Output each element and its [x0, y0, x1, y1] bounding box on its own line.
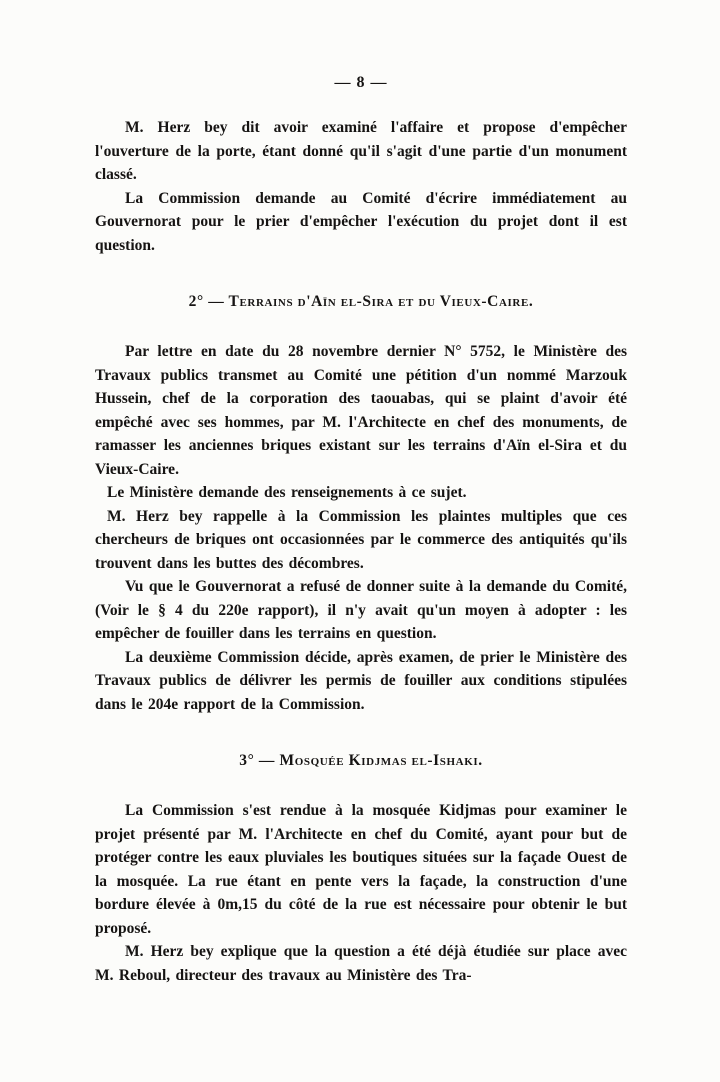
page-number: — 8 — [334, 74, 388, 91]
paragraph: Le Ministère demande des renseignements à ce sujet. [107, 484, 467, 501]
paragraph: Par lettre en date du 28 novembre dernier N° 5752, le Ministère des Travaux publics transmet au Comité une pétition d'un nommé Marzouk Hussein, chef de la corporation des taouabas, qui se plaint d'avoir été empêché avec ses hommes, par M. l'Architecte en chef des monuments, de ramasser les anciennes briques existant sur les terrains d'Aïn el-Sira et du Vieux-Caire. [95, 343, 627, 478]
paragraph: M. Herz bey explique que la question a été déjà étudiée sur place avec M. Reboul, directeur des travaux au Ministère des Tra- [95, 943, 627, 984]
paragraph: Vu que le Gouvernorat a refusé de donner suite à la demande du Comité, (Voir le § 4 du 220e rapport), il n'y avait qu'un moyen à adopter : les empêcher de fouiller dans les terrains en question. [95, 578, 627, 642]
section-heading-mosquee-kidjmas: 3° — Mosquée Kidjmas el-Ishaki. [239, 752, 483, 769]
paragraph: La Commission s'est rendue à la mosquée Kidjmas pour examiner le projet présenté par M. l'Architecte en chef du Comité, ayant pour but de protéger contre les eaux pluviales les boutiques situées sur la façade Ouest de la mosquée. La rue étant en pente vers la façade, la construction d'une bordure élevée à 0m,15 du côté de la rue est nécessaire pour obtenir le but proposé. [95, 802, 627, 937]
section-heading-terrains-ain-el-sira: 2° — Terrains d'Aïn el-Sira et du Vieux-Caire. [188, 293, 534, 310]
paragraph: M. Herz bey dit avoir examiné l'affaire et propose d'empêcher l'ouverture de la porte, étant donné qu'il s'agit d'une partie d'un monument classé. [95, 119, 627, 183]
paragraph: La Commission demande au Comité d'écrire immédiatement au Gouvernorat pour le prier d'empêcher l'exécution du projet dont il est question. [95, 189, 627, 254]
paragraph: La deuxième Commission décide, après examen, de prier le Ministère des Travaux publics de délivrer les permis de fouiller aux conditions stipulées dans le 204e rapport de la Commission. [95, 648, 627, 713]
paragraph: M. Herz bey rappelle à la Commission les plaintes multiples que ces chercheurs de briques ont occasionnées par le commerce des antiquités qu'ils trouvent dans les buttes des décombres. [95, 507, 627, 572]
